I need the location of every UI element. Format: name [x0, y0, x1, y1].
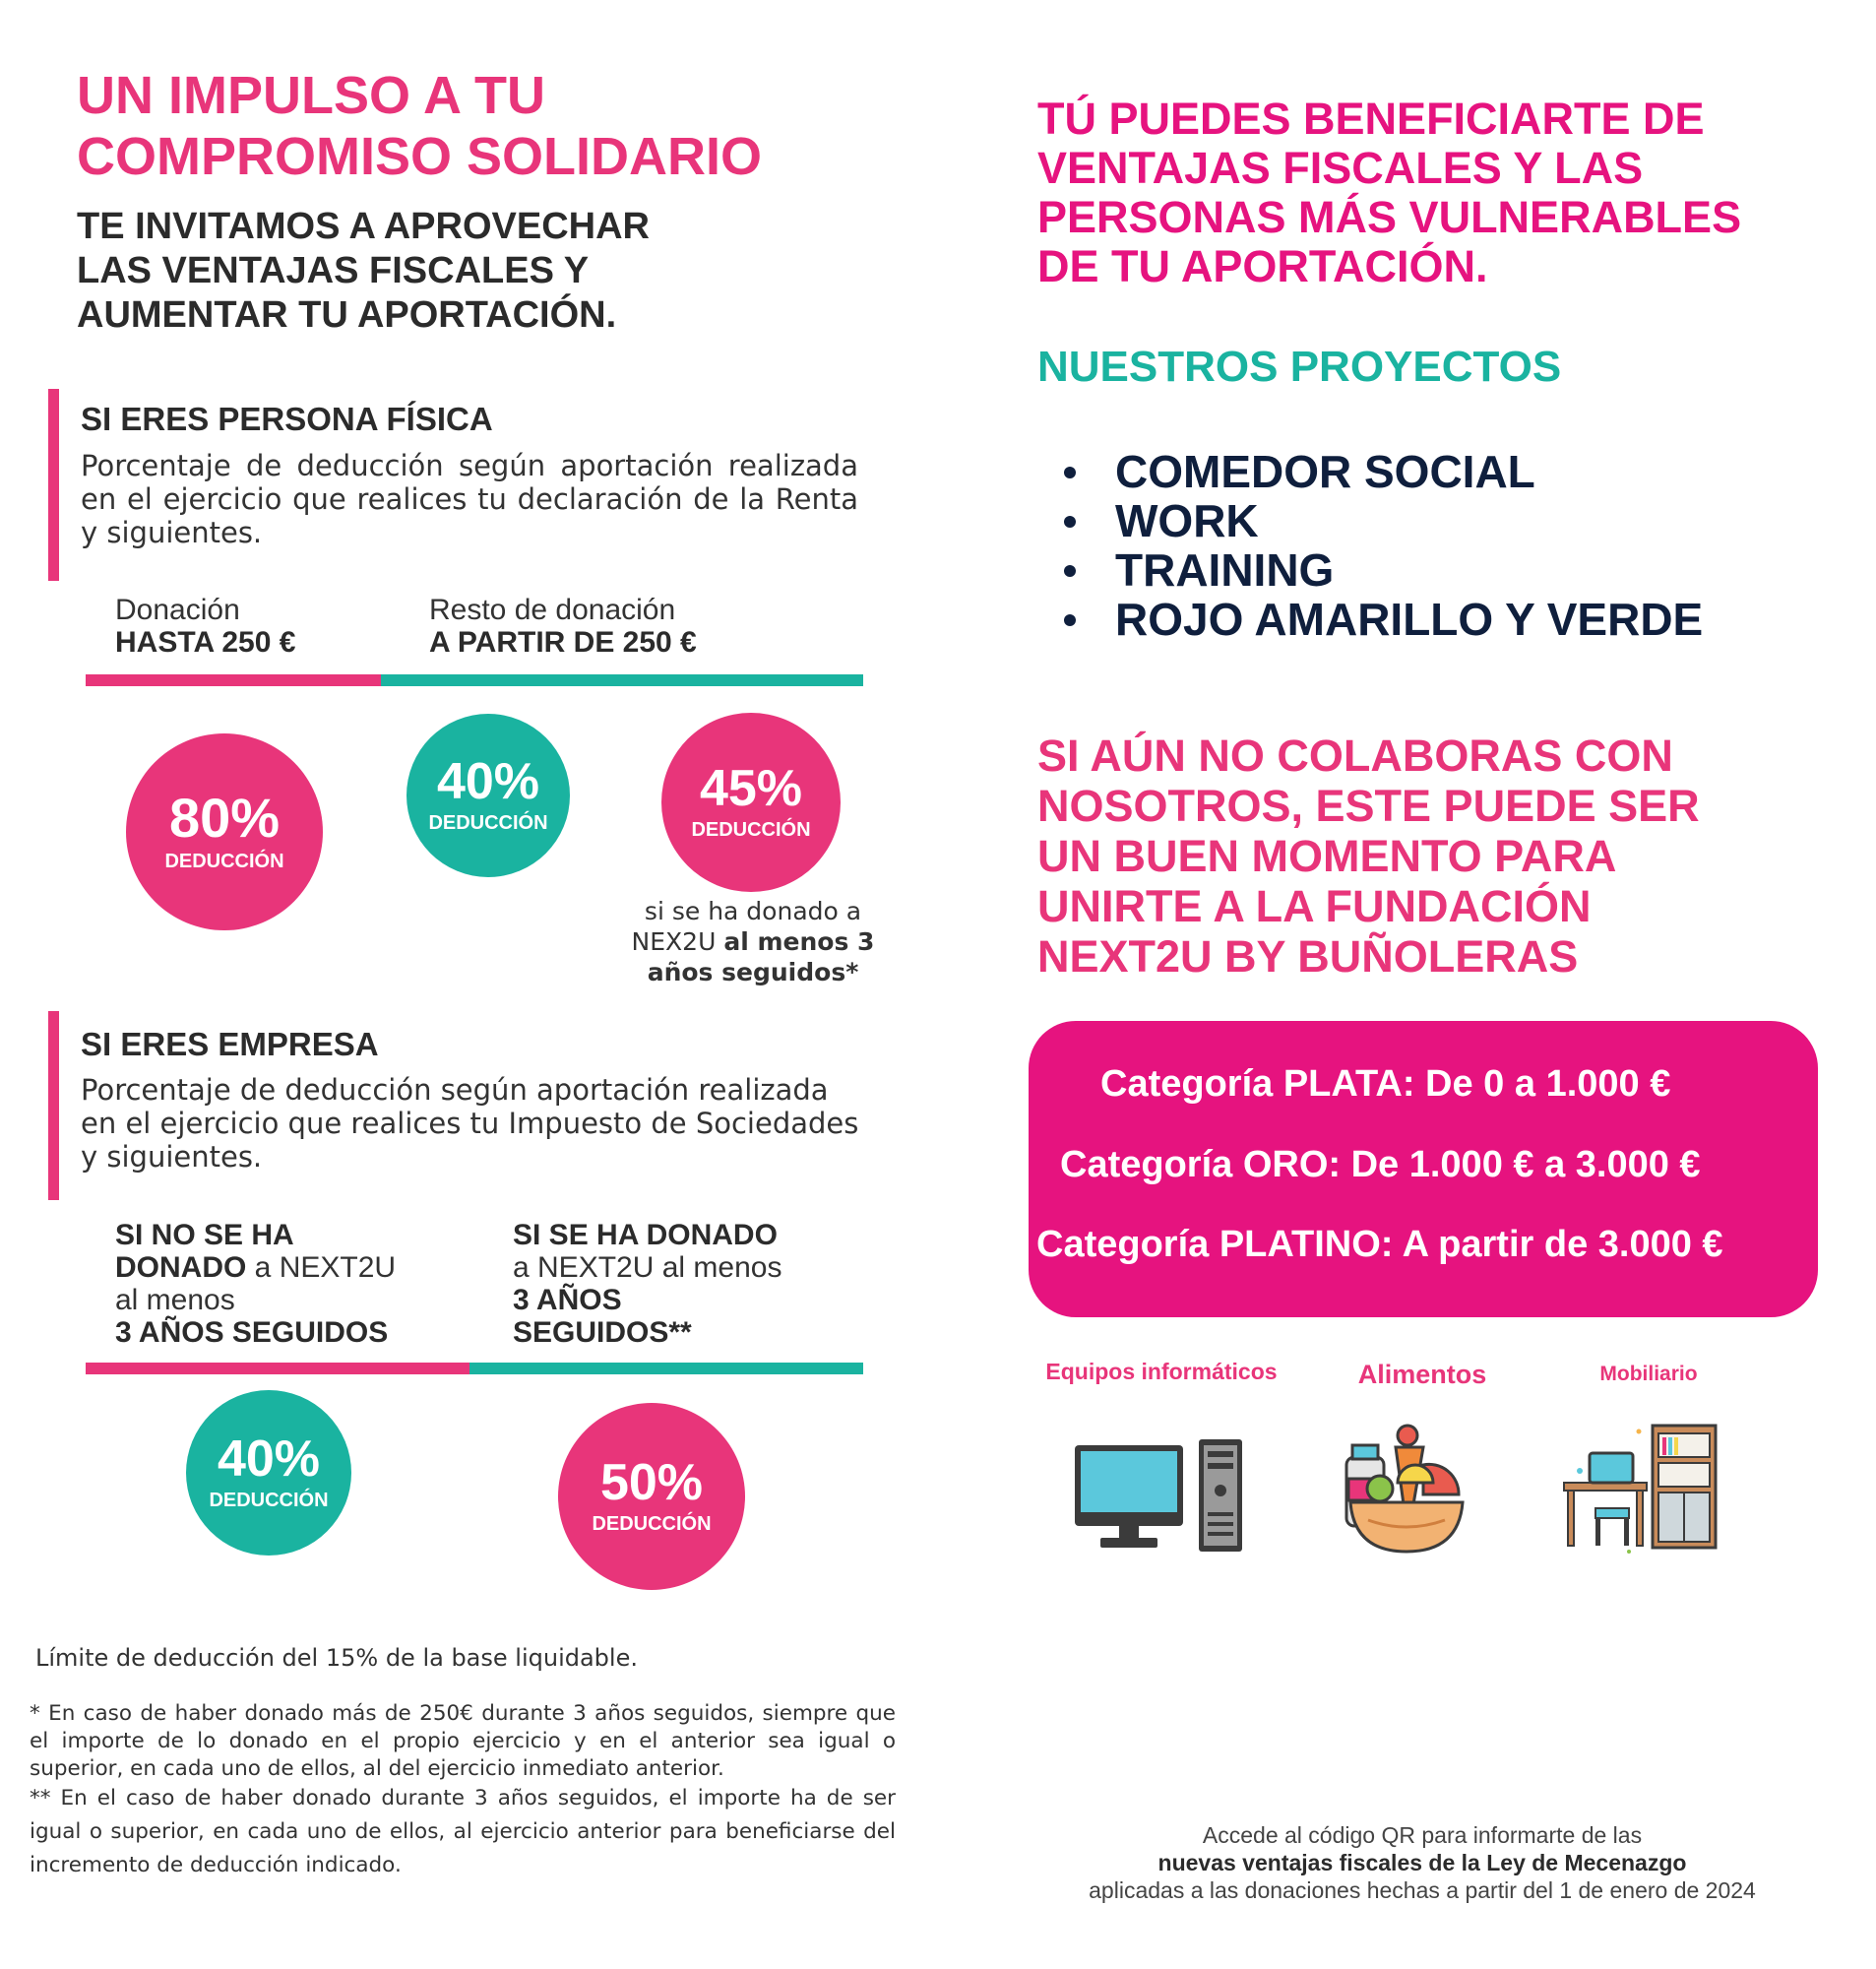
section-accent-bar	[48, 1011, 59, 1200]
cta-text: SI AÚN NO COLABORAS CON NOSOTROS, ESTE PUEDE SER UN BUEN MOMENTO PARA UNIRTE A LA FUNDACIÓN NEXT2U BY BUÑOLERAS	[1037, 730, 1700, 982]
categories-box	[1029, 1021, 1818, 1317]
furniture-icon	[1560, 1418, 1727, 1556]
project-item: ROJO AMARILLO Y VERDE	[1056, 595, 1703, 644]
food-basket-icon	[1339, 1418, 1471, 1556]
deduction-circle-45: 45% DEDUCCIÓN	[661, 713, 841, 892]
project-item: WORK	[1056, 496, 1703, 545]
projects-title: NUESTROS PROYECTOS	[1037, 343, 1562, 391]
benefits-headline: TÚ PUEDES BENEFICIARTE DE VENTAJAS FISCALES Y LAS PERSONAS MÁS VULNERABLES DE TU APORTACIÓN.	[1037, 94, 1742, 291]
deduction-circle-empresa-40: 40% DEDUCCIÓN	[186, 1390, 351, 1556]
category-oro: Categoría ORO: De 1.000 € a 3.000 €	[1060, 1144, 1701, 1185]
projects-list	[1056, 447, 1703, 644]
empresa-col1-label: SI NO SE HA DONADO a NEXT2U al menos 3 AÑOS SEGUIDOS	[115, 1219, 397, 1349]
computer-icon	[1073, 1437, 1245, 1556]
deduction-limit: Límite de deducción del 15% de la base liquidable.	[35, 1644, 638, 1672]
subtitle: TE INVITAMOS A APROVECHAR LAS VENTAJAS FISCALES Y AUMENTAR TU APORTACIÓN.	[77, 206, 650, 336]
continuity-note: si se ha donado a NEX2U al menos 3 años seguidos*	[631, 897, 875, 986]
empresa-heading: SI ERES EMPRESA	[81, 1026, 379, 1062]
category-plata: Categoría PLATA: De 0 a 1.000 €	[1100, 1063, 1671, 1105]
main-title: UN IMPULSO A TU COMPROMISO SOLIDARIO	[77, 66, 763, 186]
persona-col2-label: Resto de donación A PARTIR DE 250 €	[429, 594, 697, 659]
persona-heading: SI ERES PERSONA FÍSICA	[81, 401, 493, 437]
qr-info: Accede al código QR para informarte de las nuevas ventajas fiscales de la Ley de Mecenazgo aplicadas a las donaciones hechas a partir del 1 de enero de 2024	[1089, 1822, 1756, 1903]
icon-label-food: Alimentos	[1357, 1360, 1487, 1389]
divider-pink	[86, 1363, 469, 1374]
footnote-1: * En caso de haber donado más de 250€ durante 3 años seguidos, siempre que el importe de lo donado en el propio ejercicio y en el anterior sea igual o superior, en cada uno de ellos, al del ejercicio inmediato anterior.	[30, 1701, 896, 1781]
persona-col1-label: Donación HASTA 250 €	[115, 594, 296, 659]
category-platino: Categoría PLATINO: A partir de 3.000 €	[1036, 1224, 1723, 1265]
deduction-circle-40: 40% DEDUCCIÓN	[406, 714, 570, 877]
project-item: COMEDOR SOCIAL	[1056, 447, 1703, 496]
icon-label-furniture: Mobiliario	[1599, 1363, 1698, 1385]
divider-teal	[381, 674, 863, 686]
empresa-col2-label: SI SE HA DONADO a NEXT2U al menos 3 AÑOS SEGUIDOS**	[513, 1219, 782, 1349]
icon-label-computers: Equipos informáticos	[1045, 1359, 1278, 1384]
persona-description: Porcentaje de deducción según aportación realizada en el ejercicio que realices tu declaración de la Renta y siguientes.	[81, 449, 858, 549]
project-item: TRAINING	[1056, 545, 1703, 595]
divider-teal	[469, 1363, 863, 1374]
section-accent-bar	[48, 389, 59, 581]
empresa-description: Porcentaje de deducción según aportación realizada en el ejercicio que realices tu Impuesto de Sociedades y siguientes.	[81, 1073, 859, 1174]
footnote-2: ** En el caso de haber donado durante 3 años seguidos, el importe ha de ser igual o superior, en cada uno de ellos, al ejercicio anterior para beneficiarse del incremento de deducción indicado.	[30, 1786, 896, 1877]
deduction-circle-empresa-50: 50% DEDUCCIÓN	[558, 1403, 745, 1590]
deduction-circle-80: 80% DEDUCCIÓN	[126, 733, 323, 930]
divider-pink	[86, 674, 381, 686]
